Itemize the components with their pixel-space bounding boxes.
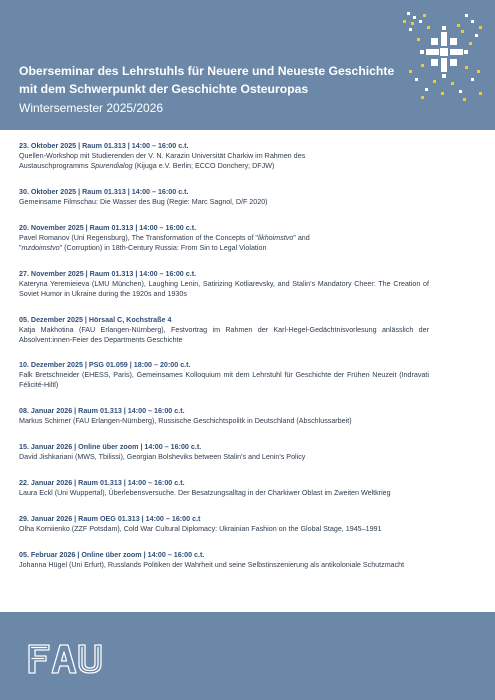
event-date-room: 22. Januar 2026 | Raum 01.313 | 14:00 – 16:00 c.t. — [19, 479, 185, 488]
event-item — [19, 187, 429, 207]
event-description: Kateryna Yeremieieva (LMU München), Laughing Lenin, Satirizing Kotliarevsky, and Stalin's Mandatory Cheer: The Creation of Soviet Humor in Ukraine during the 1920s and 1930s — [19, 279, 429, 298]
seminar-title-line-2: mit dem Schwerpunkt der Geschichte Osteuropas — [19, 82, 309, 96]
event-description: Gemeinsame Filmschau: Die Wasser des Bug (Regie: Marc Sagnol, D/F 2020) — [19, 197, 268, 206]
seminar-title — [19, 62, 419, 98]
event-date-room: 15. Januar 2026 | Online über zoom | 14:00 – 16:00 c.t. — [19, 443, 202, 452]
event-description: Johanna Hügel (Uni Erfurt), Russlands Politiken der Wahrheit und seine Selbstinszenierung als antikoloniale Schutzmacht — [19, 560, 405, 569]
event-date-room: 30. Oktober 2025 | Raum 01.313 | 14:00 – 16:00 c.t. — [19, 187, 189, 196]
event-description-emphasis: likhoimstvo — [257, 233, 294, 242]
event-item — [19, 269, 429, 299]
fau-logo-icon — [27, 643, 103, 675]
event-item — [19, 223, 429, 253]
event-description: Falk Bretschneider (EHESS, Paris), Gemeinsames Kolloquium mit dem Lehrstuhl für Geschichte der Frühen Neuzeit (Indravati Félicité-Hiltl) — [19, 371, 429, 390]
event-description: David Jishkariani (MWS, Tbilissi), Georgian Bolsheviks between Stalin's and Lenin's Policy — [19, 453, 306, 462]
semester-subtitle: Wintersemester 2025/2026 — [19, 101, 164, 115]
event-item — [19, 360, 429, 390]
event-item — [19, 550, 429, 570]
event-description-line: Quellen-Workshop mit Studierenden der V. N. Karazin Universität Charkiw im Rahmen des — [19, 152, 306, 160]
event-description-text: Austauschprogramms — [19, 162, 91, 170]
event-date-room: 05. Dezember 2025 | Hörsaal C, Kochstraße 4 — [19, 315, 172, 324]
event-description — [19, 151, 429, 171]
event-item — [19, 315, 429, 345]
event-item — [19, 406, 429, 426]
event-description-emphasis: mzdoimstvo — [21, 243, 60, 252]
event-description-text: Pavel Romanov (Uni Regensburg), The Transformation of the Concepts of " — [19, 233, 258, 242]
event-description-text: (Kijuga e.V. Berlin; ECCO Donchery; DFJW) — [132, 162, 275, 170]
event-date-room: 23. Oktober 2025 | Raum 01.313 | 14:00 – 16:00 c.t. — [19, 142, 189, 150]
event-description-text: " — [19, 243, 22, 252]
event-description: Katja Makhotina (FAU Erlangen-Nürnberg), Festvortrag im Rahmen der Karl-Hegel-Gedächtnisvorlesung anlässlich der Absolvent:innen-Feier des Departments Geschichte — [19, 325, 429, 344]
event-item — [19, 478, 429, 498]
event-description: Markus Schirner (FAU Erlangen-Nürnberg), Russische Geschichtspolitk in Deutschland (Abschlussarbeit) — [19, 417, 352, 426]
header-banner — [0, 0, 495, 130]
event-date-room: 10. Dezember 2025 | PSG 01.059 | 18:00 – 20:00 c.t. — [19, 361, 191, 370]
event-description — [19, 233, 429, 253]
event-date-room: 08. Januar 2026 | Raum 01.313 | 14:00 – 16:00 c.t. — [19, 407, 185, 416]
event-date-room: 29. Januar 2026 | Raum OEG 01.313 | 14:00 – 16:00 c.t — [19, 515, 201, 524]
event-description-emphasis: Spurendialog — [90, 162, 133, 170]
event-item — [19, 514, 429, 534]
event-list — [19, 141, 429, 586]
event-item — [19, 141, 429, 171]
seminar-title-line-1: Oberseminar des Lehrstuhls für Neuere und Neueste Geschichte — [19, 64, 395, 78]
event-description-text: " (Corruption) in 18th-Century Russia: From Sin to Legal Violation — [59, 243, 267, 252]
event-item — [19, 442, 429, 462]
event-description-text: " and — [293, 233, 310, 242]
event-date-room: 05. Februar 2026 | Online über zoom | 14:00 – 16:00 c.t. — [19, 550, 205, 559]
event-date-room: 20. November 2025 | Raum 01.313 | 14:00 – 16:00 c.t. — [19, 223, 197, 232]
event-description: Olha Korniienko (ZZF Potsdam), Cold War Cultural Diplomacy: Ukrainian Fashion on the Global Stage, 1945–1991 — [19, 525, 382, 534]
event-date-room: 27. November 2025 | Raum 01.313 | 14:00 – 16:00 c.t. — [19, 269, 197, 278]
event-description: Laura Eckl (Uni Wuppertal), Überlebensversuche. Der Besatzungsalltag in der Charkiwer Oblast im Zweiten Weltkrieg — [19, 489, 391, 498]
